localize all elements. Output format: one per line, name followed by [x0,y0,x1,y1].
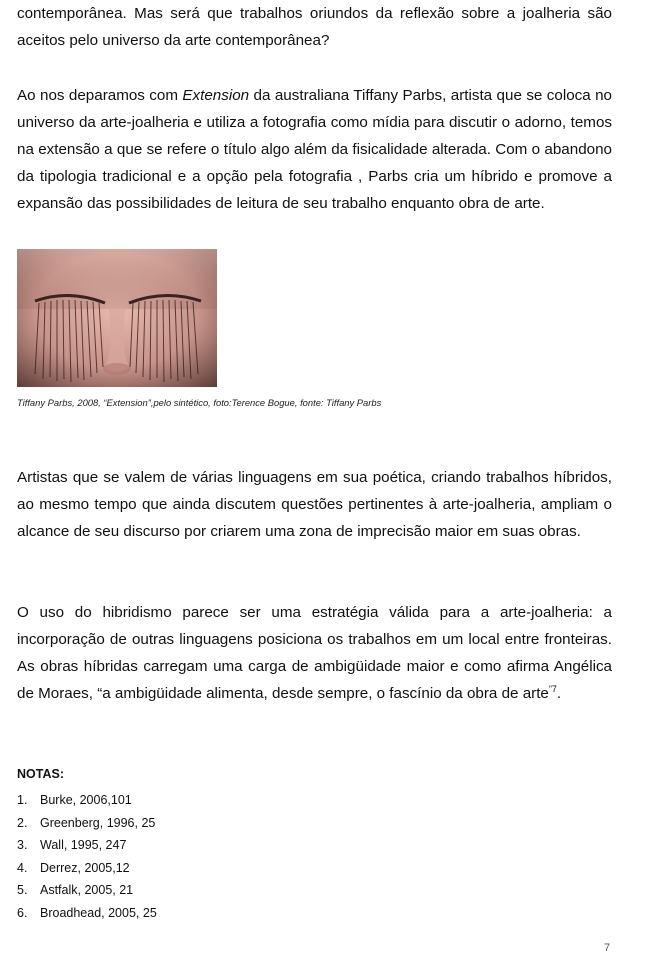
paragraph-4-text: O uso do hibridismo parece ser uma estratégia válida para a arte-joalheria: a incorporação de outras linguagens posiciona os trabalhos em um local entre fronteiras. As obras híbridas carregam uma carga de ambigüidade maior e como afirma Angélica de Moraes, “a ambigüidade alimenta, desde sempre, o fascínio da obra de arte [17,604,612,702]
notes-title: NOTAS: [17,767,64,781]
note-item [17,834,157,857]
figure-caption: Tiffany Parbs, 2008, “Extension”,pelo sintético, foto:Terence Bogue, fonte: Tiffany Parbs [17,397,382,408]
artwork-photo [17,249,217,387]
note-text: Astfalk, 2005, 21 [40,883,134,898]
note-item [17,812,157,835]
note-text: Wall, 1995, 247 [40,838,127,853]
note-text: Greenberg, 1996, 25 [40,815,156,830]
footnote-ref: ”7 [548,683,557,694]
paragraph-2-text-a: Ao nos deparamos com [17,87,183,104]
note-text: Broadhead, 2005, 25 [40,905,157,920]
note-item [17,789,157,812]
paragraph-1: contemporânea. Mas será que trabalhos oriundos da reflexão sobre a joalheria são aceitos pelo universo da arte contemporânea? [17,5,612,49]
artwork-photo-graphic [17,249,217,387]
notes-list [17,789,157,925]
paragraph-2 [17,83,612,218]
note-text: Derrez, 2005,12 [40,860,130,875]
note-number: 5. [17,883,28,898]
note-number: 6. [17,905,28,920]
note-number: 1. [17,793,28,807]
note-item [17,879,157,902]
paragraph-4 [17,600,612,708]
work-title: Extension [182,87,250,104]
note-item [17,857,157,880]
note-item [17,902,157,925]
paragraph-2-text-b: da australiana Tiffany Parbs, artista que se coloca no universo da arte-joalheria e utiliza a fotografia como mídia para discutir o adorno, temos na extensão a que se refere o título algo além da fisicalidade alterada. Com o abandono da tipologia tradicional e a opção pela fotografia , Parbs cria um híbrido e promove a expansão das possibilidades de leitura de seu trabalho enquanto obra de arte. [17,87,612,212]
note-number: 2. [17,815,28,830]
note-text: Burke, 2006,101 [40,793,132,807]
note-number: 4. [17,860,28,875]
paragraph-4-end: . [556,684,562,702]
paragraph-3: Artistas que se valem de várias linguagens em sua poética, criando trabalhos híbridos, ao mesmo tempo que ainda discutem questões pertinentes à arte-joalheria, ampliam o alcance de seu discurso por criarem uma zona de imprecisão maior em suas obras. [17,469,612,540]
note-number: 3. [17,838,28,853]
page-number: 7 [604,942,611,954]
